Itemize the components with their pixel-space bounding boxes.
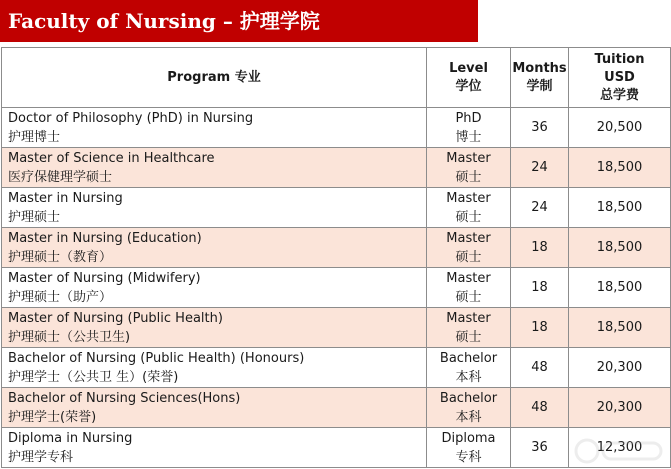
tuition-value: 18,500 (596, 280, 643, 295)
level-cell (427, 428, 511, 468)
program-name-en: Master of Nursing (Midwifery) (8, 270, 201, 286)
program-name-cn: 护理硕士（助产） (8, 289, 113, 305)
tuition-value: 12,300 (596, 440, 643, 455)
tuition-value: 18,500 (596, 160, 643, 175)
header-tuition-en: Tuition (594, 51, 645, 67)
level-en: Master (446, 190, 491, 206)
level-en: Master (446, 270, 491, 286)
program-name-en: Diploma in Nursing (8, 430, 133, 446)
table-row (2, 228, 671, 268)
header-months-en: Months (512, 60, 567, 76)
program-cell (2, 148, 427, 188)
table-row (2, 188, 671, 228)
level-cn: 本科 (455, 409, 482, 425)
program-cell (2, 428, 427, 468)
level-cell (427, 268, 511, 308)
program-cell (2, 228, 427, 268)
tuition-value: 20,500 (596, 120, 643, 135)
header-months-cn: 学制 (526, 78, 553, 94)
program-table-grid (1, 47, 671, 468)
level-en: Bachelor (439, 390, 498, 406)
table-row (2, 108, 671, 148)
level-cn: 硕士 (455, 169, 482, 185)
months-value: 18 (531, 240, 548, 255)
program-name-cn: 医疗保健理学硕士 (8, 169, 113, 185)
level-cell (427, 108, 511, 148)
header-program: Program 专业 (2, 48, 427, 108)
tuition-cell (569, 228, 671, 268)
months-cell (511, 388, 569, 428)
tuition-cell (569, 428, 671, 468)
tuition-value: 18,500 (596, 320, 643, 335)
level-cell (427, 388, 511, 428)
months-value: 48 (531, 360, 548, 375)
table-body (2, 108, 671, 468)
program-name-cn: 护理学专科 (8, 449, 74, 465)
level-cn: 硕士 (455, 249, 482, 265)
months-cell (511, 188, 569, 228)
table-row (2, 388, 671, 428)
tuition-value: 20,300 (596, 360, 643, 375)
program-name-en: Bachelor of Nursing Sciences(Hons) (8, 390, 241, 406)
tuition-cell (569, 388, 671, 428)
level-cn: 硕士 (455, 329, 482, 345)
program-name-cn: 护理硕士 (8, 209, 61, 225)
level-cn: 硕士 (455, 209, 482, 225)
tuition-cell (569, 348, 671, 388)
program-cell (2, 108, 427, 148)
header-tuition (569, 48, 671, 108)
header-tuition-currency: USD (604, 69, 635, 85)
tuition-cell (569, 268, 671, 308)
level-cell (427, 188, 511, 228)
table-row (2, 308, 671, 348)
level-en: Bachelor (439, 350, 498, 366)
months-value: 18 (531, 280, 548, 295)
table-header-row (2, 48, 671, 108)
table-row (2, 268, 671, 308)
tuition-cell (569, 148, 671, 188)
program-name-en: Master of Nursing (Public Health) (8, 310, 223, 326)
months-cell (511, 308, 569, 348)
program-cell (2, 348, 427, 388)
program-name-cn: 护理博士 (8, 129, 61, 145)
program-cell (2, 388, 427, 428)
level-en: Diploma (441, 430, 496, 446)
table-row (2, 348, 671, 388)
months-value: 24 (531, 160, 548, 175)
months-value: 48 (531, 400, 548, 415)
level-en: PhD (455, 110, 482, 126)
months-value: 36 (531, 440, 548, 455)
level-en: Master (446, 150, 491, 166)
months-cell (511, 148, 569, 188)
table-row (2, 148, 671, 188)
program-name-en: Doctor of Philosophy (PhD) in Nursing (8, 110, 254, 126)
program-name-cn: 护理学士(荣誉) (8, 409, 97, 425)
header-tuition-cn: 总学费 (599, 87, 639, 103)
header-months (511, 48, 569, 108)
months-cell (511, 108, 569, 148)
program-cell (2, 268, 427, 308)
level-en: Master (446, 310, 491, 326)
level-cell (427, 348, 511, 388)
program-cell (2, 308, 427, 348)
page-title: Faculty of Nursing – 护理学院 (0, 0, 478, 42)
level-cn: 本科 (455, 369, 482, 385)
level-cell (427, 308, 511, 348)
months-cell (511, 228, 569, 268)
header-level (427, 48, 511, 108)
tuition-cell (569, 188, 671, 228)
table-row (2, 428, 671, 468)
tuition-cell (569, 308, 671, 348)
program-name-cn: 护理硕士（教育） (8, 249, 113, 265)
tuition-cell (569, 108, 671, 148)
level-cn: 专科 (455, 449, 482, 465)
level-cn: 博士 (455, 129, 482, 145)
months-value: 36 (531, 120, 548, 135)
header-level-cn: 学位 (455, 78, 482, 94)
level-cell (427, 228, 511, 268)
months-value: 18 (531, 320, 548, 335)
tuition-value: 18,500 (596, 200, 643, 215)
tuition-value: 20,300 (596, 400, 643, 415)
program-cell (2, 188, 427, 228)
program-name-cn: 护理学士（公共卫 生）(荣誉) (8, 369, 179, 385)
program-name-en: Master in Nursing (Education) (8, 230, 202, 246)
months-cell (511, 348, 569, 388)
tuition-value: 18,500 (596, 240, 643, 255)
program-name-en: Master in Nursing (8, 190, 123, 206)
level-cell (427, 148, 511, 188)
program-name-en: Master of Science in Healthcare (8, 150, 215, 166)
program-name-en: Bachelor of Nursing (Public Health) (Honours) (8, 350, 305, 366)
program-name-cn: 护理硕士（公共卫生) (8, 329, 131, 345)
months-cell (511, 268, 569, 308)
months-cell (511, 428, 569, 468)
level-en: Master (446, 230, 491, 246)
level-cn: 硕士 (455, 289, 482, 305)
header-level-en: Level (449, 60, 488, 76)
program-table (1, 47, 670, 468)
months-value: 24 (531, 200, 548, 215)
